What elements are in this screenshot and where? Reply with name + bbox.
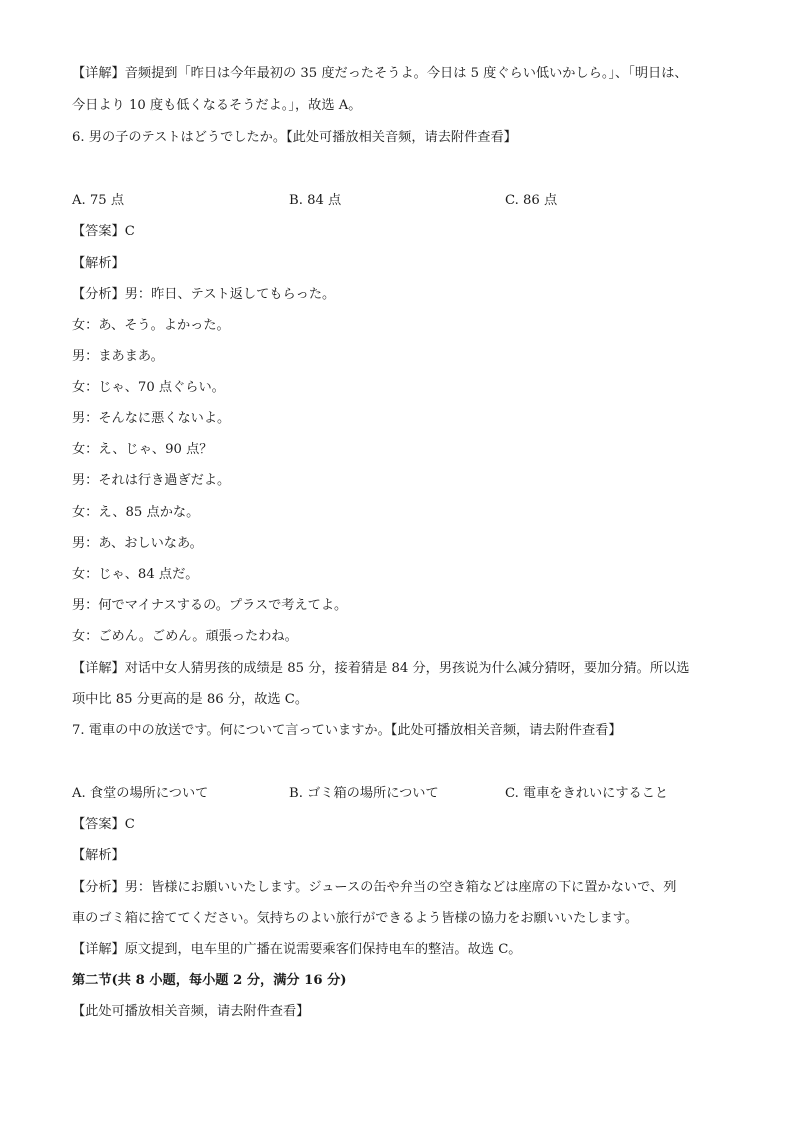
section-2-audio-note: 【此处可播放相关音频，请去附件查看】 bbox=[72, 1004, 310, 1019]
q6-analysis-heading: 【解析】 bbox=[72, 256, 125, 271]
q7-option-a: A. 食堂の場所について bbox=[72, 786, 209, 801]
q6-detail-line-2: 项中比 85 分更高的是 86 分，故选 C。 bbox=[72, 692, 309, 707]
q6-transcript-line: 女：じゃ、84 点だ。 bbox=[72, 567, 199, 582]
q6-option-a: A. 75 点 bbox=[72, 193, 125, 208]
q5-detail-line-1: 【详解】音频提到「昨日は今年最初の 35 度だったそうよ。今日は 5 度ぐらい低いかしら。」、「明日は、 bbox=[72, 66, 688, 81]
q6-answer: 【答案】C bbox=[72, 224, 135, 239]
q7-analysis-line-2: 車のゴミ箱に捨ててください。気持ちのよい旅行ができるよう皆様の協力をお願いいたします。 bbox=[72, 911, 639, 926]
q7-answer: 【答案】C bbox=[72, 817, 135, 832]
q7-analysis-heading: 【解析】 bbox=[72, 848, 125, 863]
q6-transcript-line: 女：ごめん。ごめん。頑張ったわね。 bbox=[72, 629, 298, 644]
q6-transcript-line: 女：じゃ、70 点ぐらい。 bbox=[72, 380, 225, 395]
q6-transcript-line: 男：まあまあ。 bbox=[72, 349, 164, 364]
q7-detail: 【详解】原文提到，电车里的广播在说需要乘客们保持电车的整洁。故选 C。 bbox=[72, 942, 522, 957]
section-2-title: 第二节(共 8 小题，每小题 2 分，满分 16 分) bbox=[72, 973, 347, 988]
q7-question: 7. 電車の中の放送です。何について言っていますか。【此处可播放相关音频，请去附件查看】 bbox=[72, 723, 622, 738]
q6-transcript-line: 女：え、85 点かな。 bbox=[72, 505, 200, 520]
q6-transcript-line: 男：そんなに悪くないよ。 bbox=[72, 411, 231, 426]
q6-question: 6. 男の子のテストはどうでしたか。【此处可播放相关音频，请去附件查看】 bbox=[72, 130, 517, 145]
q6-transcript-line: 女：あ、そう。よかった。 bbox=[72, 318, 230, 333]
q6-option-b: B. 84 点 bbox=[289, 193, 342, 208]
q5-detail-line-2: 今日より 10 度も低くなるそうだよ。」，故选 A。 bbox=[72, 98, 362, 113]
q6-option-c: C. 86 点 bbox=[505, 193, 558, 208]
q6-transcript-line: 男：何でマイナスするの。プラスで考えてよ。 bbox=[72, 598, 348, 613]
q6-transcript-line: 【分析】男：昨日、テスト返してもらった。 bbox=[72, 287, 336, 302]
q7-option-c: C. 電車をきれいにすること bbox=[505, 786, 669, 801]
q6-transcript-line: 男：それは行き過ぎだよ。 bbox=[72, 473, 231, 488]
q6-transcript-line: 女：え、じゃ、90 点？ bbox=[72, 442, 213, 457]
q6-detail-line-1: 【详解】对话中女人猜男孩的成绩是 85 分，接着猜是 84 分，男孩说为什么减分猜呀，要加分猜。所以选 bbox=[72, 661, 690, 676]
q7-analysis-line-1: 【分析】男：皆様にお願いいたします。ジュースの缶や弁当の空き箱などは座席の下に置かないで、列 bbox=[72, 880, 677, 895]
q6-transcript-line: 男：あ、おしいなあ。 bbox=[72, 536, 203, 551]
q7-option-b: B. ゴミ箱の場所について bbox=[289, 786, 439, 801]
